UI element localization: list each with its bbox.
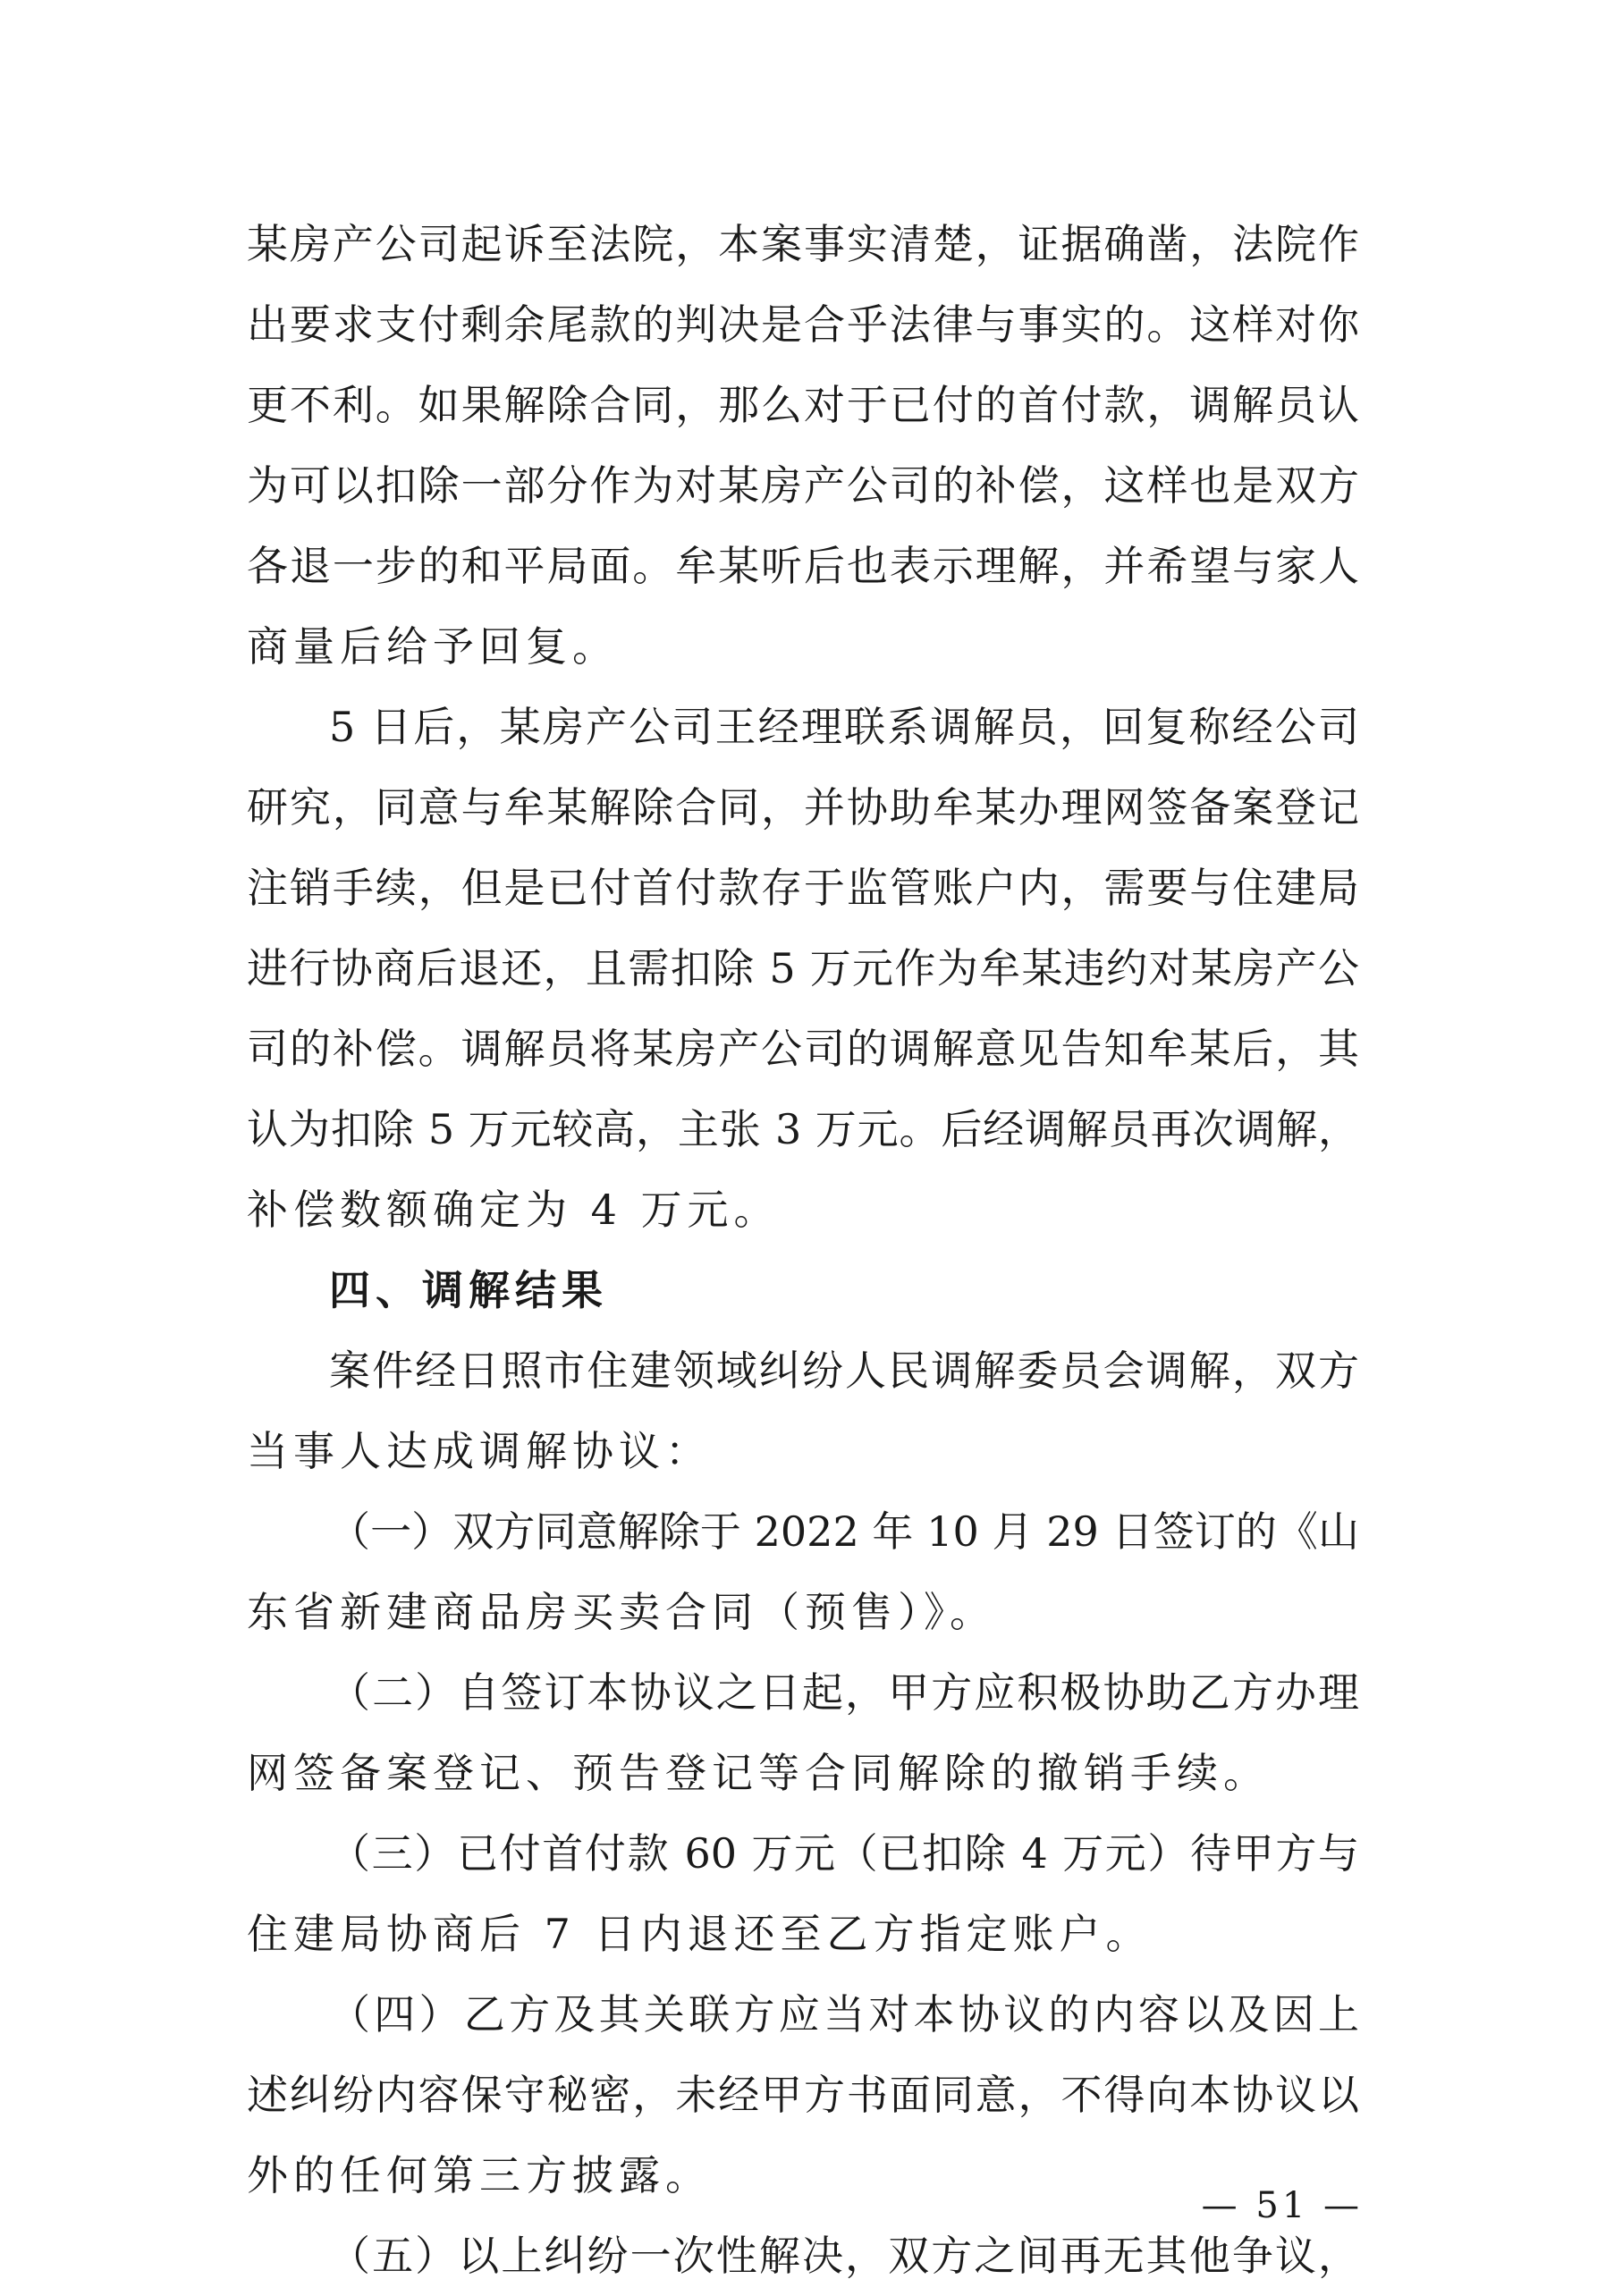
section-heading: 四、调解结果 (329, 1266, 608, 1314)
text-line: 住建局协商后 7 日内退还至乙方指定账户。 (247, 1910, 1153, 1958)
text-line: 补偿数额确定为 4 万元。 (247, 1186, 781, 1234)
text-line: 为可以扣除一部分作为对某房产公司的补偿，这样也是双方 (247, 461, 1359, 510)
text-line: 当事人达成调解协议： (247, 1427, 712, 1475)
text-line: 网签备案登记、预告登记等合同解除的撤销手续。 (247, 1749, 1270, 1797)
text-line: 商量后给予回复。 (247, 622, 619, 671)
text-line: （一）双方同意解除于 2022 年 10 月 29 日签订的《山 (329, 1507, 1359, 1556)
text-line: 司的补偿。调解员将某房产公司的调解意见告知牟某后，其 (247, 1025, 1359, 1073)
text-line: （四）乙方及其关联方应当对本协议的内容以及因上 (329, 1990, 1359, 2039)
page-number: — 51 — (1201, 2185, 1363, 2226)
text-line: 案件经日照市住建领域纠纷人民调解委员会调解，双方 (329, 1346, 1359, 1395)
text-line: 更不利。如果解除合同，那么对于已付的首付款，调解员认 (247, 381, 1359, 429)
text-line: 5 日后，某房产公司王经理联系调解员，回复称经公司 (329, 703, 1359, 751)
text-line: 认为扣除 5 万元较高，主张 3 万元。后经调解员再次调解， (247, 1105, 1359, 1153)
text-line: 进行协商后退还，且需扣除 5 万元作为牟某违约对某房产公 (247, 944, 1359, 992)
body-text (247, 204, 1359, 2296)
text-line: 出要求支付剩余尾款的判决是合乎法律与事实的。这样对你 (247, 300, 1359, 349)
text-line: 研究，同意与牟某解除合同，并协助牟某办理网签备案登记 (247, 783, 1359, 831)
text-line: 述纠纷内容保守秘密，未经甲方书面同意，不得向本协议以 (247, 2071, 1359, 2119)
text-line: 外的任何第三方披露。 (247, 2151, 712, 2199)
text-line: 东省新建商品房买卖合同（预售）》。 (247, 1588, 996, 1636)
text-line: 某房产公司起诉至法院，本案事实清楚，证据确凿，法院作 (247, 220, 1359, 268)
text-line: 注销手续，但是已付首付款存于监管账户内，需要与住建局 (247, 864, 1359, 912)
text-line: （二）自签订本协议之日起，甲方应积极协助乙方办理 (329, 1668, 1359, 1717)
text-line: 各退一步的和平局面。牟某听后也表示理解，并希望与家人 (247, 542, 1359, 590)
text-line: （三）已付首付款 60 万元（已扣除 4 万元）待甲方与 (329, 1829, 1359, 1878)
text-line: （五）以上纠纷一次性解决，双方之间再无其他争议， (329, 2232, 1359, 2280)
